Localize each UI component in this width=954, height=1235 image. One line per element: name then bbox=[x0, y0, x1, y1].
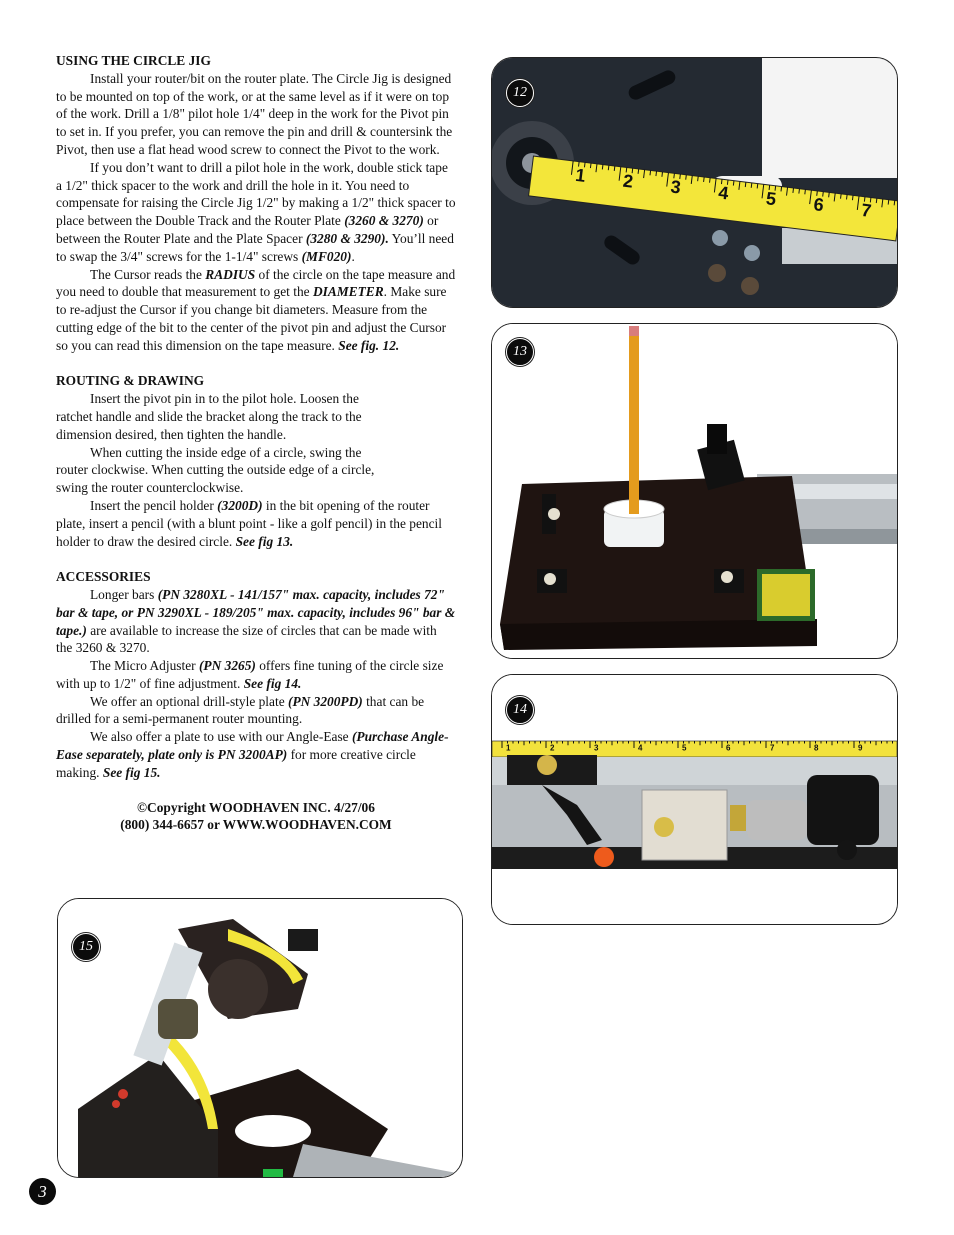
tape-tick bbox=[757, 184, 758, 189]
figure-12 bbox=[491, 57, 898, 308]
tape-tick bbox=[662, 172, 663, 177]
tape-tick bbox=[852, 195, 853, 200]
using-paragraph-1: Install your router/bit on the router plate. The Circle Jig is designed to be mounted on top of the work, or at the same level as if it were on top of the work. Drill a 1/8" pilot hole 1/4" deep in the work for the Pivot pin to set in. If you prefer, you can remove the pin and drill & countersink the Pivot, then use a flat head wood screw to connect the Pivot to the work. bbox=[56, 70, 453, 157]
tape-tick bbox=[602, 165, 603, 170]
tape-tick bbox=[650, 170, 651, 175]
tape-tick bbox=[894, 200, 895, 205]
figure-12-photo bbox=[492, 58, 897, 307]
tape-numeral: 2 bbox=[621, 170, 635, 192]
copyright-line: ©Copyright WOODHAVEN INC. 4/27/06 bbox=[137, 799, 375, 815]
figure-13 bbox=[491, 323, 898, 659]
tape-tick bbox=[698, 176, 699, 181]
accessories-paragraph-4: We also offer a plate to use with our Angle-Ease (Purchase Angle-Ease separately, plate only is PN 3200AP) for more creative circle making. See fig 15. bbox=[56, 729, 449, 780]
tape-numeral: 7 bbox=[770, 743, 775, 753]
tape-tick bbox=[847, 195, 848, 200]
tape-tick bbox=[638, 169, 639, 174]
figure-12-badge: 12 bbox=[506, 79, 534, 107]
tape-tick bbox=[829, 192, 830, 197]
routing-paragraph-3: Insert the pencil holder (3200D) in the bit opening of the router plate, insert a pencil (with a blunt point - like a golf pencil) in the pencil holder to draw the desired circle. See fig 13. bbox=[56, 497, 442, 549]
routing-paragraph-2: When cutting the inside edge of a circle, swing the router clockwise. When cutting the outside edge of a circle, swing the router counterclockwise. bbox=[56, 444, 375, 496]
tape-numeral: 4 bbox=[717, 182, 730, 204]
tape-numeral: 7 bbox=[860, 199, 873, 221]
tape-tick bbox=[614, 166, 615, 171]
tape-tick bbox=[841, 194, 842, 199]
tape-tick bbox=[876, 198, 877, 203]
heading-using-circle-jig: USING THE CIRCLE JIG bbox=[56, 53, 211, 68]
tape-numeral: 9 bbox=[858, 743, 863, 753]
accessories-paragraph-2: The Micro Adjuster (PN 3265) offers fine tuning of the circle size with up to 1/2" of fine adjustment. See fig 14. bbox=[56, 658, 444, 691]
tape-numeral: 2 bbox=[550, 743, 555, 753]
tape-numeral: 8 bbox=[814, 743, 819, 753]
figure-14-photo bbox=[492, 675, 897, 924]
heading-accessories: ACCESSORIES bbox=[56, 569, 151, 585]
tape-numeral: 5 bbox=[682, 743, 687, 753]
tape-tick bbox=[793, 188, 794, 193]
tape-numeral: 6 bbox=[726, 743, 731, 753]
figure-14 bbox=[491, 674, 898, 925]
figure-14-badge: 14 bbox=[506, 696, 534, 724]
tape-numeral: 3 bbox=[669, 176, 682, 198]
tape-numeral: 3 bbox=[594, 743, 599, 753]
tape-tick bbox=[751, 183, 752, 188]
figure-15-photo bbox=[58, 899, 462, 1177]
accessories-paragraph-3: We offer an optional drill-style plate (PN 3200PD) that can be drilled for a semi-permanent router mounting. bbox=[56, 693, 425, 727]
tape-numeral: 6 bbox=[812, 194, 825, 216]
tape-numeral: 1 bbox=[506, 743, 511, 753]
heading-routing-drawing: ROUTING & DRAWING bbox=[56, 373, 205, 389]
accessories-paragraph-1: Longer bars (PN 3280XL - 141/157" max. capacity, includes 72" bar & tape, or PN 3290XL - 189/205" max. capacity, includes 96" bar & tape.) are available to increase the size of circles that can be made with the 3260 & 3270. bbox=[56, 586, 456, 656]
tape-tick bbox=[781, 187, 782, 192]
tape-tick bbox=[733, 181, 734, 186]
tape-tick bbox=[799, 189, 800, 194]
copyright-block bbox=[56, 799, 456, 835]
routing-paragraph-1: Insert the pivot pin in to the pilot hole. Loosen the ratchet handle and slide the bracket along the track to the dimension desired, then tighten the handle. bbox=[56, 391, 362, 442]
page-number: 3 bbox=[29, 1178, 56, 1205]
tape-tick bbox=[888, 200, 889, 205]
tape-tick bbox=[710, 178, 711, 183]
tape-numeral: 1 bbox=[574, 164, 587, 186]
using-paragraph-2: If you don’t want to drill a pilot hole in the work, double stick tape a 1/2" thick spacer to the work and drill the hole in it. You need to compensate for raising the Circle Jig 1/2" by making a 1/2" thick spacer to place between the Double Track and the Router Plate (3260 & 3270) or between the Router Plate and the Plate Spacer (3280 & 3290). You’ll need to swap the 3/4" screws for the 1-1/4" screws (MF020). bbox=[56, 159, 456, 264]
tape-tick bbox=[656, 171, 657, 176]
tape-tick bbox=[805, 189, 806, 194]
tape-tick bbox=[745, 182, 746, 187]
tape-tick bbox=[590, 163, 591, 168]
figure-13-badge: 13 bbox=[506, 338, 534, 366]
tape-numeral: 5 bbox=[764, 188, 778, 210]
tape-numeral: 4 bbox=[638, 743, 643, 753]
tape-tick bbox=[704, 177, 705, 182]
figure-15-badge: 15 bbox=[72, 933, 100, 961]
tape-tick bbox=[686, 175, 687, 180]
contact-line: (800) 344-6657 or WWW.WOODHAVEN.COM bbox=[120, 817, 392, 833]
figure-13-photo bbox=[492, 324, 897, 658]
tape-tick bbox=[608, 165, 609, 170]
text-column bbox=[56, 52, 456, 834]
figure-15 bbox=[57, 898, 463, 1178]
using-paragraph-3: The Cursor reads the RADIUS of the circle on the tape measure and you need to double that measurement to get the DIAMETER. Make sure to re-adjust the Cursor if you change bit diameters. Measure from the cutting edge of the bit to the center of the pivot pin and adjust the Cursor so you can read this dimension on the tape measure. See fig. 12. bbox=[56, 266, 456, 353]
